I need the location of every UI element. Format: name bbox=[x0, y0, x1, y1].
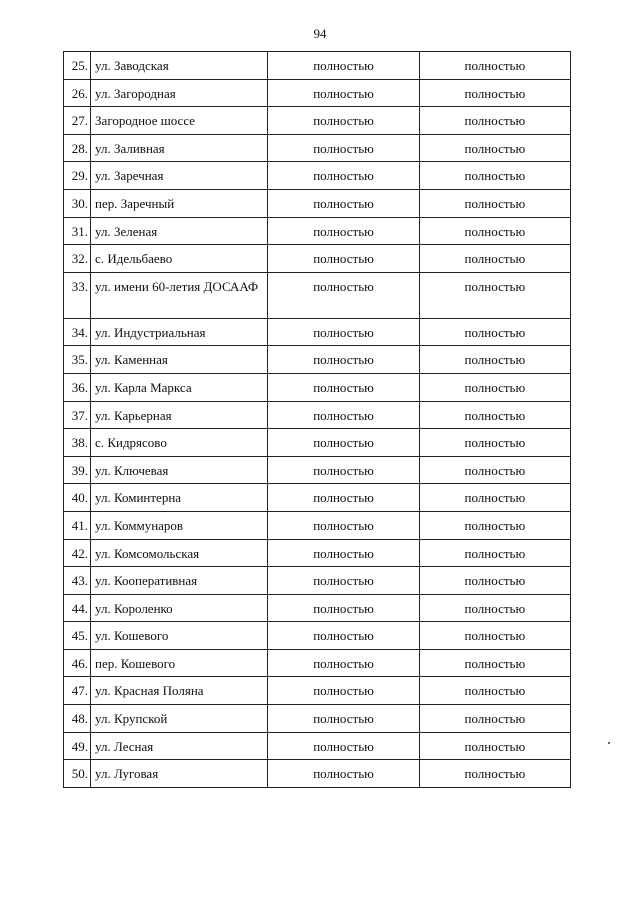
status-cell-2: полностью bbox=[419, 373, 570, 401]
status-cell-1: полностью bbox=[268, 429, 419, 457]
status-cell-2: полностью bbox=[419, 107, 570, 135]
status-cell-1: полностью bbox=[268, 511, 419, 539]
row-number-cell: 49. bbox=[64, 732, 91, 760]
street-name-cell: ул. Карла Маркса bbox=[91, 373, 268, 401]
row-number-cell: 41. bbox=[64, 511, 91, 539]
row-number-cell: 28. bbox=[64, 134, 91, 162]
status-cell-1: полностью bbox=[268, 567, 419, 595]
status-cell-2: полностью bbox=[419, 429, 570, 457]
table-row bbox=[64, 705, 571, 733]
row-number-cell: 26. bbox=[64, 79, 91, 107]
status-cell-1: полностью bbox=[268, 346, 419, 374]
row-number-cell: 34. bbox=[64, 318, 91, 346]
status-cell-1: полностью bbox=[268, 705, 419, 733]
status-cell-2: полностью bbox=[419, 567, 570, 595]
table-row bbox=[64, 272, 571, 318]
status-cell-1: полностью bbox=[268, 539, 419, 567]
street-name-cell: ул. Каменная bbox=[91, 346, 268, 374]
status-cell-2: полностью bbox=[419, 245, 570, 273]
row-number-cell: 35. bbox=[64, 346, 91, 374]
street-name-cell: ул. Ключевая bbox=[91, 456, 268, 484]
status-cell-1: полностью bbox=[268, 760, 419, 788]
status-cell-2: полностью bbox=[419, 189, 570, 217]
table-row bbox=[64, 622, 571, 650]
status-cell-2: полностью bbox=[419, 705, 570, 733]
status-cell-1: полностью bbox=[268, 245, 419, 273]
page-number: 94 bbox=[313, 26, 327, 41]
row-number-cell: 39. bbox=[64, 456, 91, 484]
status-cell-2: полностью bbox=[419, 217, 570, 245]
status-cell-1: полностью bbox=[268, 189, 419, 217]
status-cell-1: полностью bbox=[268, 217, 419, 245]
row-number-cell: 36. bbox=[64, 373, 91, 401]
street-name-cell: ул. Лесная bbox=[91, 732, 268, 760]
status-cell-2: полностью bbox=[419, 594, 570, 622]
street-name-cell: ул. Короленко bbox=[91, 594, 268, 622]
row-number-cell: 45. bbox=[64, 622, 91, 650]
street-name-cell: ул. Кошевого bbox=[91, 622, 268, 650]
table-row bbox=[64, 677, 571, 705]
row-number-cell: 30. bbox=[64, 189, 91, 217]
table-row bbox=[64, 217, 571, 245]
status-cell-1: полностью bbox=[268, 373, 419, 401]
status-cell-2: полностью bbox=[419, 162, 570, 190]
street-name-cell: ул. Заводская bbox=[91, 52, 268, 80]
row-number-cell: 31. bbox=[64, 217, 91, 245]
street-name-cell: ул. Карьерная bbox=[91, 401, 268, 429]
street-name-cell: ул. Луговая bbox=[91, 760, 268, 788]
status-cell-2: полностью bbox=[419, 272, 570, 318]
status-cell-2: полностью bbox=[419, 52, 570, 80]
street-name-cell: ул. Зеленая bbox=[91, 217, 268, 245]
street-name-cell: ул. Заречная bbox=[91, 162, 268, 190]
table-row bbox=[64, 594, 571, 622]
street-name-cell: ул. Крупской bbox=[91, 705, 268, 733]
status-cell-2: полностью bbox=[419, 346, 570, 374]
table-row bbox=[64, 429, 571, 457]
row-number-cell: 44. bbox=[64, 594, 91, 622]
row-number-cell: 32. bbox=[64, 245, 91, 273]
status-cell-1: полностью bbox=[268, 594, 419, 622]
status-cell-1: полностью bbox=[268, 79, 419, 107]
status-cell-1: полностью bbox=[268, 732, 419, 760]
table-row bbox=[64, 760, 571, 788]
row-number-cell: 25. bbox=[64, 52, 91, 80]
table-row bbox=[64, 484, 571, 512]
street-name-cell: с. Кидрясово bbox=[91, 429, 268, 457]
row-number-cell: 29. bbox=[64, 162, 91, 190]
street-name-cell: ул. Комсомольская bbox=[91, 539, 268, 567]
status-cell-2: полностью bbox=[419, 134, 570, 162]
street-name-cell: ул. Индустриальная bbox=[91, 318, 268, 346]
table-row bbox=[64, 245, 571, 273]
status-cell-2: полностью bbox=[419, 649, 570, 677]
status-cell-2: полностью bbox=[419, 401, 570, 429]
table-row bbox=[64, 401, 571, 429]
status-cell-2: полностью bbox=[419, 511, 570, 539]
row-number-cell: 33. bbox=[64, 272, 91, 318]
street-name-cell: с. Идельбаево bbox=[91, 245, 268, 273]
row-number-cell: 42. bbox=[64, 539, 91, 567]
table-row bbox=[64, 346, 571, 374]
table-row bbox=[64, 52, 571, 80]
row-number-cell: 46. bbox=[64, 649, 91, 677]
street-name-cell: ул. Коминтерна bbox=[91, 484, 268, 512]
status-cell-1: полностью bbox=[268, 622, 419, 650]
status-cell-1: полностью bbox=[268, 318, 419, 346]
table-row bbox=[64, 456, 571, 484]
status-cell-2: полностью bbox=[419, 484, 570, 512]
street-name-cell: ул. Загородная bbox=[91, 79, 268, 107]
street-name-cell: ул. имени 60-летия ДОСААФ bbox=[91, 272, 268, 318]
row-number-cell: 43. bbox=[64, 567, 91, 595]
street-name-cell: ул. Коммунаров bbox=[91, 511, 268, 539]
table-row bbox=[64, 318, 571, 346]
status-cell-1: полностью bbox=[268, 401, 419, 429]
table-row bbox=[64, 511, 571, 539]
row-number-cell: 37. bbox=[64, 401, 91, 429]
row-number-cell: 40. bbox=[64, 484, 91, 512]
row-number-cell: 47. bbox=[64, 677, 91, 705]
status-cell-2: полностью bbox=[419, 677, 570, 705]
table-row bbox=[64, 107, 571, 135]
status-cell-1: полностью bbox=[268, 484, 419, 512]
status-cell-1: полностью bbox=[268, 107, 419, 135]
street-name-cell: пер. Заречный bbox=[91, 189, 268, 217]
scan-speck bbox=[608, 742, 610, 744]
status-cell-1: полностью bbox=[268, 162, 419, 190]
row-number-cell: 27. bbox=[64, 107, 91, 135]
status-cell-1: полностью bbox=[268, 272, 419, 318]
table-row bbox=[64, 567, 571, 595]
streets-table bbox=[63, 51, 571, 788]
status-cell-2: полностью bbox=[419, 622, 570, 650]
status-cell-1: полностью bbox=[268, 134, 419, 162]
street-name-cell: ул. Красная Поляна bbox=[91, 677, 268, 705]
status-cell-1: полностью bbox=[268, 52, 419, 80]
street-name-cell: ул. Кооперативная bbox=[91, 567, 268, 595]
table-row bbox=[64, 162, 571, 190]
table-row bbox=[64, 539, 571, 567]
street-name-cell: ул. Заливная bbox=[91, 134, 268, 162]
row-number-cell: 38. bbox=[64, 429, 91, 457]
table-row bbox=[64, 134, 571, 162]
status-cell-2: полностью bbox=[419, 732, 570, 760]
status-cell-2: полностью bbox=[419, 79, 570, 107]
street-name-cell: Загородное шоссе bbox=[91, 107, 268, 135]
status-cell-2: полностью bbox=[419, 539, 570, 567]
status-cell-1: полностью bbox=[268, 456, 419, 484]
table-row bbox=[64, 189, 571, 217]
row-number-cell: 50. bbox=[64, 760, 91, 788]
status-cell-1: полностью bbox=[268, 677, 419, 705]
table-row bbox=[64, 79, 571, 107]
status-cell-1: полностью bbox=[268, 649, 419, 677]
streets-table-body bbox=[64, 52, 571, 788]
street-name-cell: пер. Кошевого bbox=[91, 649, 268, 677]
row-number-cell: 48. bbox=[64, 705, 91, 733]
status-cell-2: полностью bbox=[419, 456, 570, 484]
status-cell-2: полностью bbox=[419, 760, 570, 788]
table-row bbox=[64, 649, 571, 677]
status-cell-2: полностью bbox=[419, 318, 570, 346]
table-row bbox=[64, 373, 571, 401]
table-row bbox=[64, 732, 571, 760]
